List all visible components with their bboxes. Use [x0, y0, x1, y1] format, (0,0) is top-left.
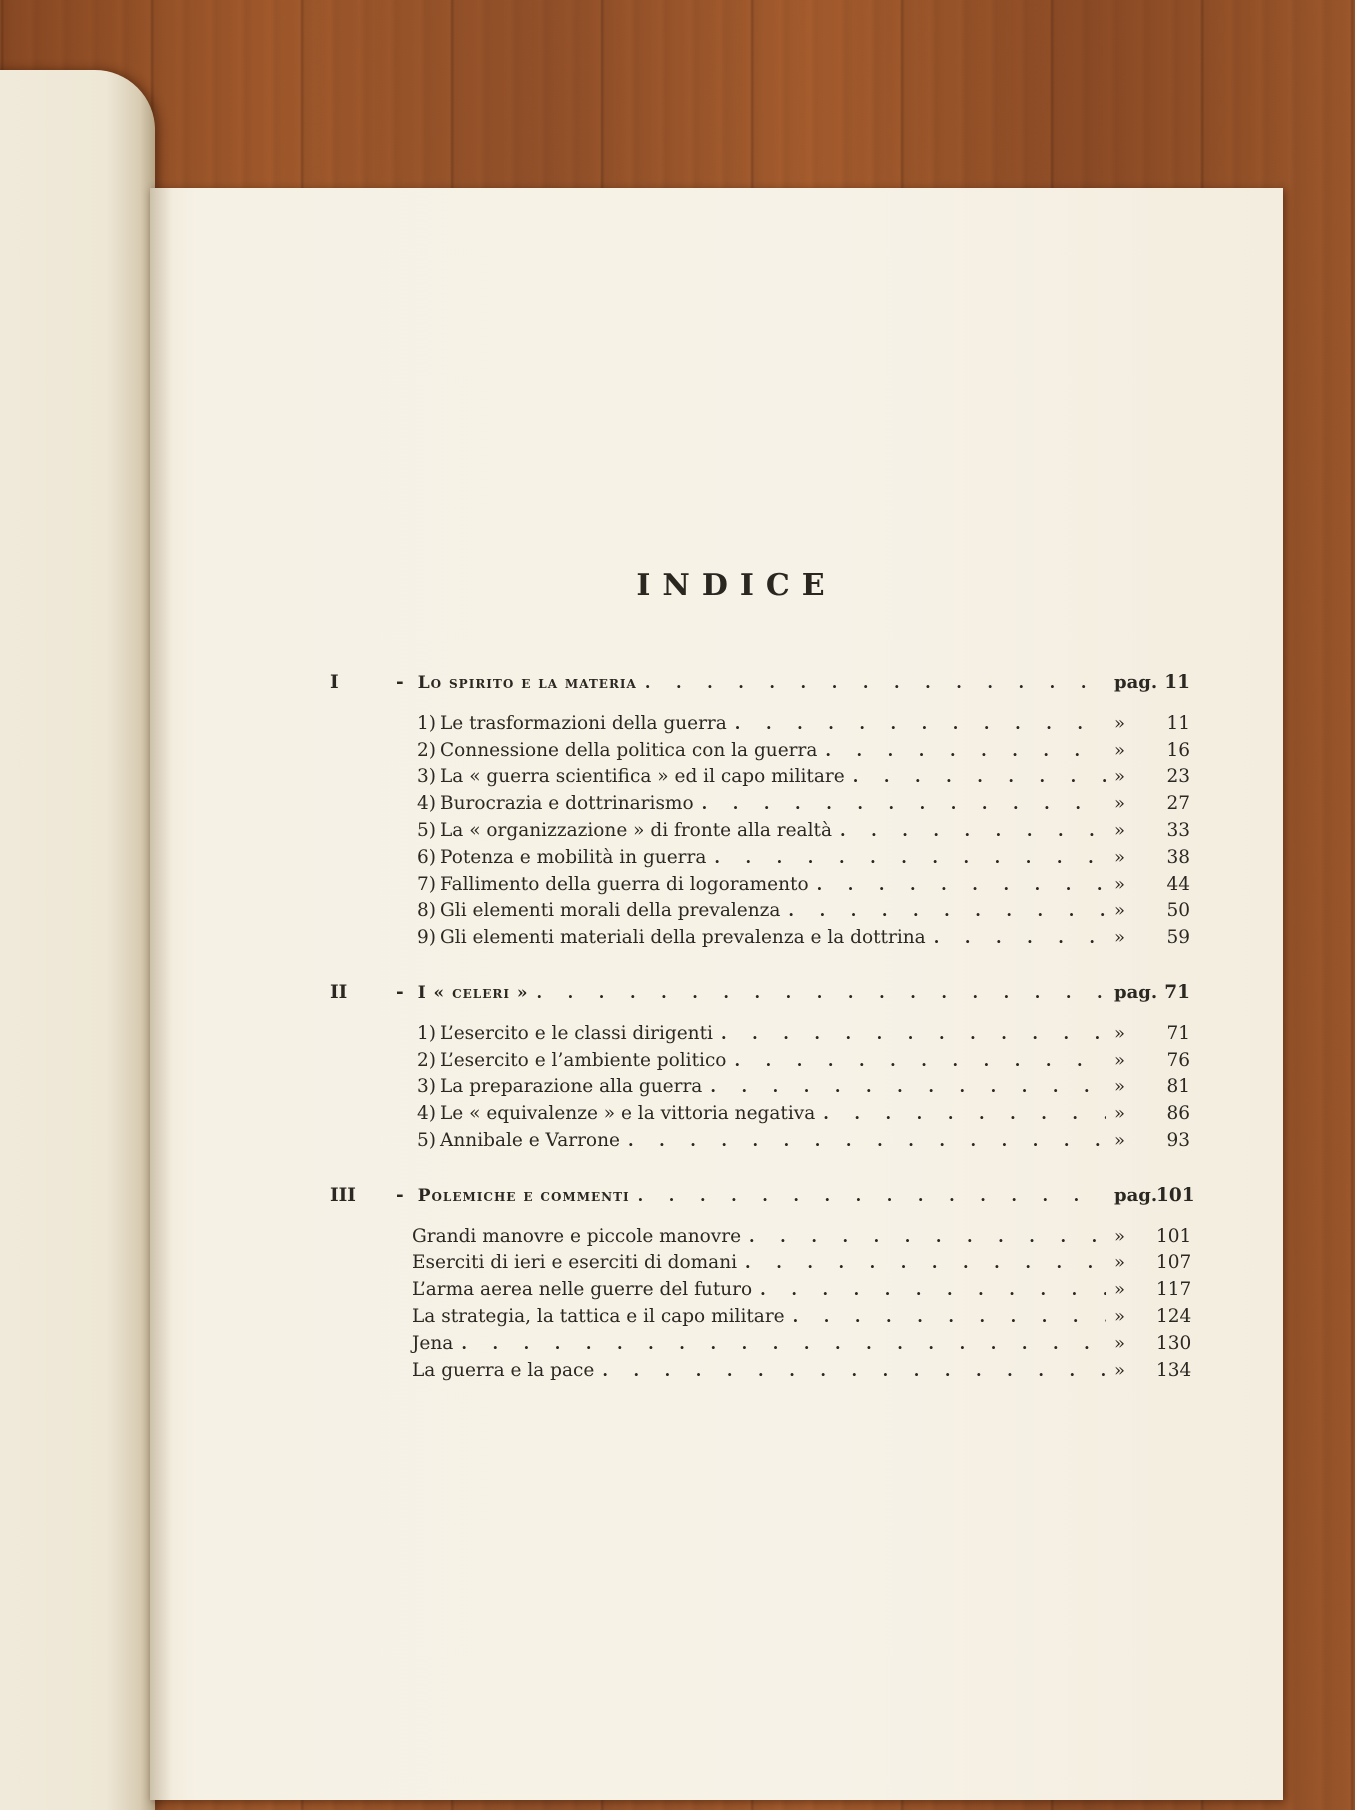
- entry-title: Eserciti di ieri e eserciti di domani: [412, 1252, 738, 1274]
- entry-number: 5): [417, 819, 436, 841]
- entry-number: 1): [417, 712, 436, 734]
- dot-leader: [702, 791, 1106, 818]
- dot-leader: [628, 1128, 1106, 1155]
- entry-number: 7): [417, 873, 436, 895]
- page-ref: »: [1114, 846, 1126, 868]
- dot-leader: [721, 1021, 1106, 1048]
- page-ref: »: [1114, 927, 1126, 949]
- page-number: 81: [1166, 1076, 1190, 1098]
- toc-part-heading[interactable]: II - I « celeri » . . . pag. 71: [330, 980, 1190, 1007]
- entry-title: Le « equivalenze » e la vittoria negativa: [440, 1103, 816, 1125]
- page-number: 16: [1166, 739, 1190, 761]
- page-number: 33: [1166, 819, 1190, 841]
- page-ref: »: [1114, 1225, 1126, 1247]
- dot-leader: [788, 898, 1106, 925]
- part-numeral: III: [330, 1184, 356, 1206]
- dot-leader: [840, 818, 1106, 845]
- dot-leader: [714, 845, 1106, 872]
- entry-title: La guerra e la pace: [412, 1359, 595, 1381]
- entry-number: 9): [417, 927, 436, 949]
- page-ref: »: [1114, 900, 1126, 922]
- toc-part: [330, 670, 1190, 952]
- page-number: 71: [1166, 1022, 1190, 1044]
- toc-entry[interactable]: [330, 818, 1190, 845]
- page-number: 38: [1166, 846, 1190, 868]
- dot-leader: [934, 925, 1106, 952]
- page-ref: pag.: [1114, 672, 1158, 693]
- entry-number: 3): [417, 1076, 436, 1098]
- entry-title: Jena: [412, 1332, 454, 1354]
- toc-part-heading[interactable]: I - Lo spirito e la materia . . . pag. 11: [330, 670, 1190, 697]
- page-ref: »: [1114, 793, 1126, 815]
- page-number: 101: [1156, 1184, 1195, 1206]
- page-ref: »: [1114, 1332, 1126, 1354]
- dot-leader: [461, 1331, 1106, 1358]
- entry-number: 5): [417, 1129, 436, 1151]
- page-ref: »: [1114, 712, 1126, 734]
- page-number: 44: [1166, 873, 1190, 895]
- part-numeral: II: [330, 981, 348, 1003]
- page-number: 93: [1166, 1129, 1190, 1151]
- toc-entry[interactable]: [330, 711, 1190, 738]
- toc-entry[interactable]: [330, 1358, 1190, 1385]
- entry-title: Grandi manovre e piccole manovre: [412, 1225, 742, 1247]
- page-ref: »: [1114, 819, 1126, 841]
- entry-title: Le trasformazioni della guerra: [440, 712, 727, 734]
- entry-title: Annibale e Varrone: [440, 1129, 620, 1151]
- entry-number: 4): [417, 793, 436, 815]
- page-ref: »: [1114, 1076, 1126, 1098]
- toc-entry[interactable]: [330, 1224, 1190, 1251]
- entry-number: 2): [417, 1049, 436, 1071]
- left-page-edge: [0, 70, 155, 1810]
- toc-entry[interactable]: [330, 1128, 1190, 1155]
- toc-entry[interactable]: [330, 1048, 1190, 1075]
- toc-entry[interactable]: [330, 791, 1190, 818]
- entry-title: La preparazione alla guerra: [440, 1076, 703, 1098]
- toc-entry[interactable]: [330, 872, 1190, 899]
- entry-number: 6): [417, 846, 436, 868]
- dot-leader: [823, 1101, 1106, 1128]
- toc-entry[interactable]: [330, 898, 1190, 925]
- page-ref: »: [1114, 1252, 1126, 1274]
- dot-leader: [749, 1224, 1106, 1251]
- page-number: 27: [1166, 793, 1190, 815]
- entry-number: 1): [417, 1022, 436, 1044]
- part-numeral: I: [330, 672, 339, 693]
- dot-leader: [793, 1304, 1106, 1331]
- page-ref: »: [1114, 1049, 1126, 1071]
- dot-leader: [602, 1358, 1106, 1385]
- dot-leader: [638, 1183, 1106, 1210]
- page-number: 59: [1166, 927, 1190, 949]
- page-number: 11: [1166, 712, 1190, 734]
- dot-leader: [760, 1277, 1106, 1304]
- part-title: I « celeri »: [417, 982, 529, 1003]
- page-ref: »: [1114, 1279, 1126, 1301]
- toc-entry[interactable]: [330, 1250, 1190, 1277]
- page-number: 76: [1166, 1049, 1190, 1071]
- toc-part-heading[interactable]: III - Polemiche e commenti . . . pag. 101: [330, 1183, 1190, 1210]
- toc-entry[interactable]: [330, 1331, 1190, 1358]
- book-page: [150, 188, 1283, 1800]
- page-number: 134: [1156, 1359, 1192, 1381]
- table-of-contents: [330, 670, 1195, 1412]
- page-ref: »: [1114, 1103, 1126, 1125]
- page-number: 130: [1156, 1332, 1192, 1354]
- entry-title: Burocrazia e dottrinarismo: [440, 793, 694, 815]
- entry-title: Gli elementi morali della prevalenza: [440, 900, 781, 922]
- part-title: Lo spirito e la materia: [417, 673, 637, 693]
- page-ref: »: [1114, 873, 1126, 895]
- toc-entry[interactable]: [330, 845, 1190, 872]
- toc-entry[interactable]: [330, 1277, 1190, 1304]
- page-number: 124: [1156, 1305, 1192, 1327]
- page-ref: »: [1114, 1305, 1126, 1327]
- dot-leader: [745, 1250, 1106, 1277]
- dot-leader: [734, 1048, 1106, 1075]
- entry-number: 8): [417, 900, 436, 922]
- entry-title: La « guerra scientifica » ed il capo militare: [440, 766, 845, 788]
- dot-leader: [817, 872, 1106, 899]
- page-number: 107: [1156, 1252, 1192, 1274]
- page-gutter: [150, 188, 172, 1800]
- page-ref: pag.: [1114, 981, 1158, 1003]
- entry-title: La strategia, la tattica e il capo militare: [412, 1305, 785, 1327]
- entry-title: La « organizzazione » di fronte alla realtà: [440, 819, 832, 841]
- entry-title: L’arma aerea nelle guerre del futuro: [412, 1279, 753, 1301]
- page-number: 11: [1164, 672, 1190, 693]
- dot-leader: [710, 1074, 1106, 1101]
- entry-title: Fallimento della guerra di logoramento: [440, 873, 809, 895]
- entry-number: 2): [417, 739, 436, 761]
- entry-title: Potenza e mobilità in guerra: [440, 846, 707, 868]
- toc-entry[interactable]: [330, 738, 1190, 765]
- entry-number: 3): [417, 766, 436, 788]
- page-number: 23: [1166, 766, 1190, 788]
- entry-title: L’esercito e l’ambiente politico: [440, 1049, 727, 1071]
- page-ref: »: [1114, 739, 1126, 761]
- entry-title: Gli elementi materiali della prevalenza e la dottrina: [440, 927, 926, 949]
- page-number: 86: [1166, 1103, 1190, 1125]
- page-ref: »: [1114, 1022, 1126, 1044]
- dot-leader: [853, 764, 1106, 791]
- part-title: Polemiche e commenti: [417, 1185, 630, 1206]
- toc-entry[interactable]: [330, 1304, 1190, 1331]
- toc-entry[interactable]: [330, 925, 1190, 952]
- toc-entry[interactable]: [330, 764, 1190, 791]
- entry-title: Connessione della politica con la guerra: [440, 739, 818, 761]
- page-number: 101: [1156, 1225, 1192, 1247]
- page-number: 50: [1166, 900, 1190, 922]
- entry-title: L’esercito e le classi dirigenti: [440, 1022, 713, 1044]
- page-ref: »: [1114, 1359, 1126, 1381]
- toc-part: [330, 980, 1190, 1155]
- toc-entry[interactable]: [330, 1101, 1190, 1128]
- page-ref: »: [1114, 1129, 1126, 1151]
- page-number: 71: [1164, 981, 1190, 1003]
- page-number: 117: [1156, 1279, 1192, 1301]
- page-title: INDICE: [636, 568, 837, 603]
- dot-leader: [537, 980, 1106, 1007]
- dot-leader: [735, 711, 1106, 738]
- toc-part: [330, 1183, 1195, 1385]
- toc-entry[interactable]: [330, 1021, 1190, 1048]
- toc-entry[interactable]: [330, 1074, 1190, 1101]
- page-ref: pag.: [1114, 1184, 1158, 1206]
- entry-number: 4): [417, 1103, 436, 1125]
- dot-leader: [645, 670, 1106, 697]
- page-ref: »: [1114, 766, 1126, 788]
- dot-leader: [825, 738, 1106, 765]
